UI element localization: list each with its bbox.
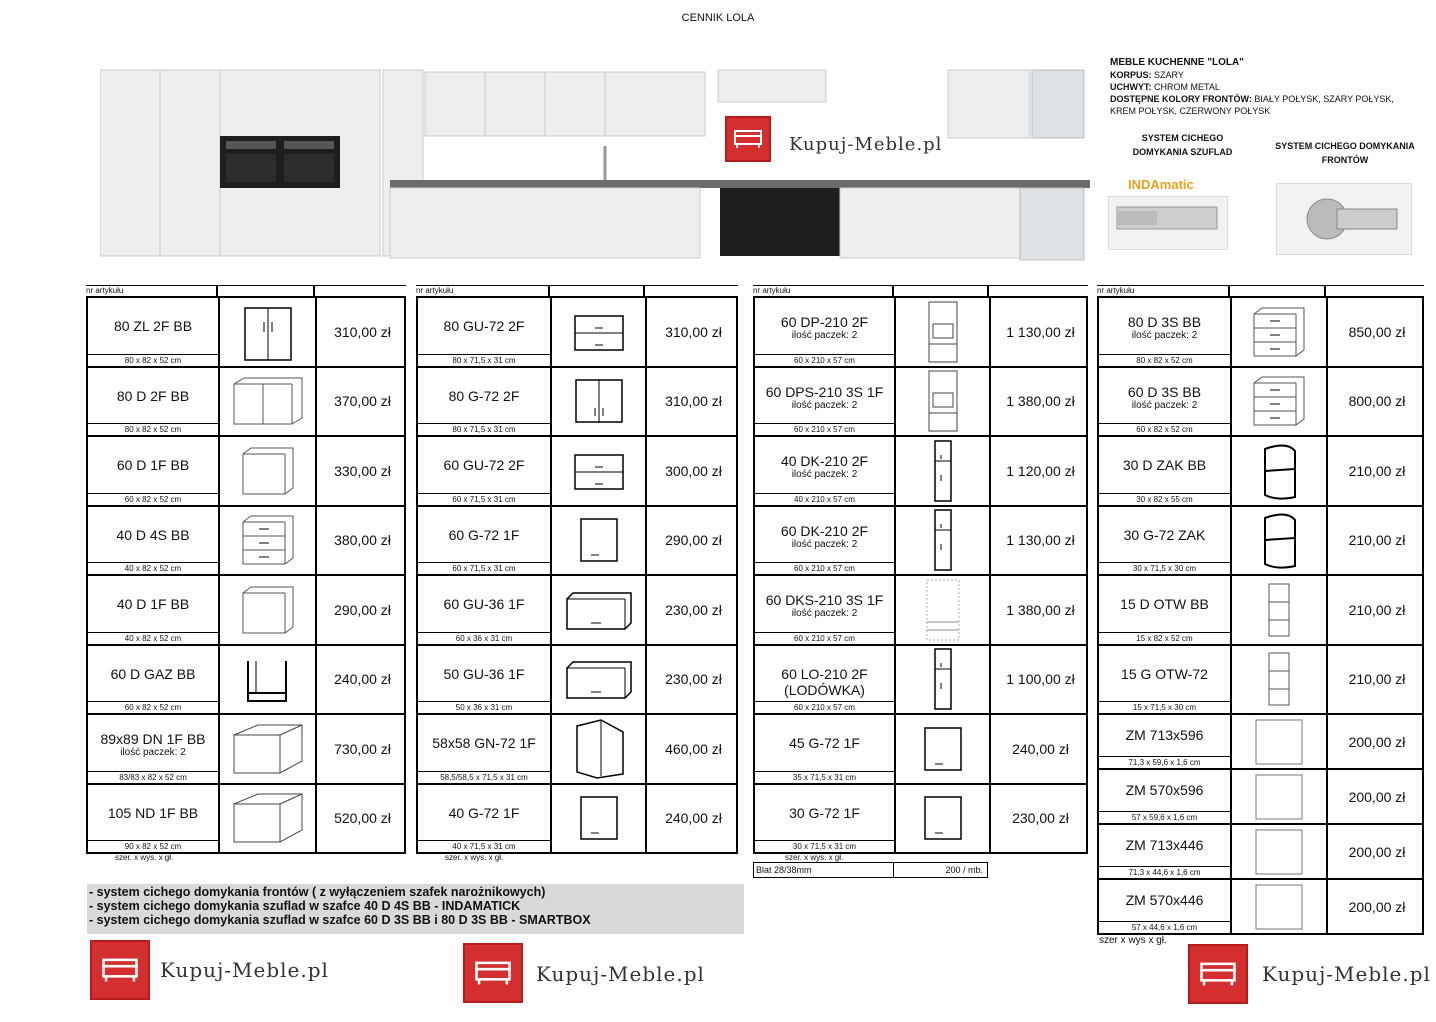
open-shelf-icon [1232, 576, 1328, 644]
table-row [1097, 574, 1424, 646]
article-name: 40 DK-210 2F [780, 453, 869, 469]
cabinet-2door-icon [220, 368, 317, 436]
article-cell [755, 298, 896, 366]
article-cell [418, 368, 552, 436]
article-name: ZM 570x446 [1125, 892, 1204, 908]
article-name: 60 GU-36 1F [443, 596, 525, 612]
kitchen-image [100, 68, 1090, 268]
size-note-4: szer x wys x gł. [1099, 935, 1167, 946]
pack-count: ilość paczek: 2 [791, 608, 858, 619]
article-name: 60 DKS-210 3S 1F [765, 592, 884, 608]
dimensions: 80 x 82 x 52 cm [88, 354, 218, 366]
article-cell [755, 507, 896, 575]
pack-count: ilość paczek: 2 [791, 538, 858, 550]
logo-icon [90, 940, 150, 1000]
tall-drawers-icon [896, 576, 991, 644]
price: 290,00 zł [334, 601, 391, 618]
price: 240,00 zł [665, 810, 722, 827]
table-row [416, 713, 738, 785]
article-cell [1099, 646, 1232, 714]
dimensions: 60 x 210 x 57 cm [755, 354, 894, 366]
price: 240,00 zł [334, 671, 391, 688]
price: 460,00 zł [665, 740, 722, 757]
article-name: 45 G-72 1F [789, 735, 860, 751]
pack-count: ilość paczek: 2 [120, 747, 186, 758]
article-cell [1099, 437, 1232, 505]
table-row [753, 296, 1088, 368]
korpus-label: KORPUS: [1110, 70, 1152, 80]
table-row [416, 366, 738, 438]
price: 290,00 zł [665, 532, 722, 549]
tall-oven-icon [896, 298, 991, 366]
wall-low-icon [552, 576, 647, 644]
price: 370,00 zł [334, 393, 391, 410]
dimensions: 71,3 x 59,6 x 1,6 cm [1099, 756, 1230, 768]
article-name: 40 D 1F BB [116, 596, 190, 612]
wall-flap-icon [552, 298, 647, 366]
table-row [86, 713, 406, 785]
table-row [86, 574, 406, 646]
article-name: 15 D OTW BB [1120, 596, 1209, 612]
article-cell [755, 646, 896, 714]
dimensions: 80 x 82 x 52 cm [1099, 354, 1230, 366]
table-row [86, 435, 406, 507]
table-row [753, 574, 1088, 646]
wall-flap-icon [552, 437, 647, 505]
article-cell [88, 298, 220, 366]
article-name: 80 G-72 2F [448, 387, 520, 404]
dimensions: 80 x 82 x 52 cm [88, 423, 218, 435]
table-row [86, 505, 406, 577]
price: 210,00 zł [1348, 532, 1406, 549]
brand-logo-text: Kupuj-Meble.pl [789, 134, 943, 155]
table-row [1097, 644, 1424, 716]
article-cell [418, 785, 552, 853]
note-1: - system cichego domykania frontów ( z wyłączeniem szafek narożnikowych) [89, 885, 546, 899]
article-name: 89x89 DN 1F BB [100, 731, 206, 747]
dimensions: 80 x 71,5 x 31 cm [418, 423, 550, 435]
wall-corner-icon [552, 715, 647, 783]
table-row [1097, 296, 1424, 368]
dimensions: 60 x 210 x 57 cm [755, 423, 894, 435]
front-panel-icon [1232, 880, 1328, 933]
price: 210,00 zł [1348, 462, 1406, 479]
table-row [753, 505, 1088, 577]
article-name: 40 G-72 1F [448, 804, 520, 821]
oven-frame-icon [220, 646, 317, 714]
article-cell [418, 507, 552, 575]
front-panel-icon [1232, 825, 1328, 878]
article-name: 80 GU-72 2F [443, 318, 525, 334]
cabinet-1door-icon [220, 437, 317, 505]
price: 1 380,00 zł [1006, 393, 1075, 410]
price: 330,00 zł [334, 462, 391, 479]
price: 850,00 zł [1348, 323, 1406, 340]
price: 200,00 zł [1348, 843, 1406, 860]
article-name: ZM 713x446 [1125, 837, 1204, 853]
table-row [1097, 505, 1424, 577]
article-cell [418, 576, 552, 644]
dimensions: 30 x 82 x 55 cm [1099, 493, 1230, 505]
pack-count: ilość paczek: 2 [1131, 330, 1198, 341]
price: 520,00 zł [334, 810, 391, 827]
article-name: 40 D 4S BB [116, 526, 190, 543]
price: 730,00 zł [334, 740, 391, 757]
dimensions: 90 x 82 x 52 cm [88, 840, 218, 852]
dimensions: 40 x 82 x 52 cm [88, 562, 218, 574]
article-cell [1099, 368, 1232, 436]
tall-cabinet-icon [896, 646, 991, 714]
wall-2door-icon [552, 368, 647, 436]
article-name: 60 D GAZ BB [110, 665, 196, 682]
article-name: 60 D 1F BB [116, 457, 190, 473]
article-cell [88, 576, 220, 644]
dimensions: 50 x 36 x 31 cm [418, 701, 550, 713]
article-name: 58x58 GN-72 1F [432, 735, 536, 751]
article-name: ZM 570x596 [1125, 782, 1204, 798]
table-row [1097, 823, 1424, 880]
dimensions: 60 x 210 x 57 cm [755, 562, 894, 574]
price: 380,00 zł [334, 532, 391, 549]
article-cell [1099, 770, 1232, 823]
logo-icon [725, 116, 771, 162]
cabinet-2door-tall-icon [220, 298, 317, 366]
dimensions: 40 x 210 x 57 cm [755, 493, 894, 505]
column-header: nr artykułu [86, 285, 406, 297]
dimensions: 83/83 x 82 x 52 cm [88, 771, 218, 783]
size-note-3: szer. x wys. x gł. [785, 853, 844, 862]
article-name: 60 DK-210 2F [780, 522, 869, 539]
blat-price: 200 / mb. [945, 865, 983, 875]
dimensions: 15 x 82 x 52 cm [1099, 632, 1230, 644]
price: 210,00 zł [1348, 671, 1406, 688]
table-row [753, 713, 1088, 785]
table-row [753, 644, 1088, 716]
cabinet-drawers-icon [1232, 368, 1328, 436]
article-cell [418, 437, 552, 505]
column-header: nr artykułu [416, 285, 738, 297]
article-cell [418, 646, 552, 714]
table-row [753, 783, 1088, 855]
article-cell [755, 368, 896, 436]
dimensions: 60 x 71,5 x 31 cm [418, 493, 550, 505]
dimensions: 40 x 71,5 x 31 cm [418, 840, 550, 852]
dimensions: 60 x 82 x 52 cm [88, 701, 218, 713]
article-cell [1099, 715, 1232, 768]
open-shelf-icon [1232, 646, 1328, 714]
dimensions: 60 x 210 x 57 cm [755, 701, 894, 713]
price: 200,00 zł [1348, 898, 1406, 915]
product-info [1110, 57, 1430, 117]
price: 800,00 zł [1348, 393, 1406, 410]
article-name: 60 GU-72 2F [443, 457, 525, 473]
brand-logo-text: Kupuj-Meble.pl [160, 958, 329, 982]
price: 1 130,00 zł [1006, 532, 1075, 549]
sys-szuflad-label: SYSTEM CICHEGO DOMYKANIA SZUFLAD [1132, 133, 1233, 157]
kolory-value: BIAŁY POŁYSK, SZARY POŁYSK, KREM POŁYSK, CZERWONY POŁYSK [1110, 94, 1394, 116]
price: 1 380,00 zł [1006, 601, 1075, 618]
wall-1door-icon [896, 785, 991, 853]
kolory-label: DOSTĘPNE KOLORY FRONTÓW: [1110, 94, 1252, 104]
table-row [1097, 366, 1424, 438]
dimensions: 60 x 82 x 52 cm [88, 493, 218, 505]
cabinet-1door-icon [220, 576, 317, 644]
pack-count: ilość paczek: 2 [791, 399, 858, 411]
price: 1 120,00 zł [1006, 462, 1075, 479]
article-name: 30 D ZAK BB [1122, 457, 1207, 473]
article-cell [418, 298, 552, 366]
table-row [1097, 878, 1424, 935]
article-name: 60 LO-210 2F (LODÓWKA) [781, 665, 868, 698]
table-row [86, 644, 406, 716]
article-name: 60 DPS-210 3S 1F [765, 383, 884, 400]
article-name: 80 D 2F BB [116, 387, 190, 404]
price: 240,00 zł [1012, 740, 1069, 757]
table-row [416, 644, 738, 716]
dimensions: 15 x 71,5 x 30 cm [1099, 701, 1230, 713]
table-row [753, 366, 1088, 438]
price: 230,00 zł [665, 601, 722, 618]
size-note-2: szer. x wys. x gł. [445, 853, 504, 862]
pack-count: ilość paczek: 2 [791, 330, 858, 341]
article-cell [755, 715, 896, 783]
wall-1door-icon [896, 715, 991, 783]
wall-low-icon [552, 646, 647, 714]
price: 200,00 zł [1348, 788, 1406, 805]
dimensions: 60 x 71,5 x 31 cm [418, 562, 550, 574]
dimensions: 58,5/58,5 x 71,5 x 31 cm [418, 771, 550, 783]
price: 210,00 zł [1348, 601, 1406, 618]
article-cell [418, 715, 552, 783]
brand-logo-text: Kupuj-Meble.pl [536, 962, 705, 986]
column-header: nr artykułu [1097, 285, 1424, 297]
price: 230,00 zł [665, 671, 722, 688]
page-title: CENNIK LOLA [681, 12, 755, 24]
article-name: 15 G OTW-72 [1121, 665, 1208, 682]
article-cell [88, 646, 220, 714]
dimensions: 40 x 82 x 52 cm [88, 632, 218, 644]
brand-logo-text: Kupuj-Meble.pl [1262, 962, 1431, 986]
dimensions: 60 x 210 x 57 cm [755, 632, 894, 644]
dimensions: 60 x 82 x 52 cm [1099, 423, 1230, 435]
table-row [416, 505, 738, 577]
dimensions: 30 x 71,5 x 30 cm [1099, 562, 1230, 574]
dimensions: 30 x 71,5 x 31 cm [755, 840, 894, 852]
table-row [1097, 435, 1424, 507]
blat-label: Blat 28/38mm [756, 865, 812, 875]
price: 200,00 zł [1348, 733, 1406, 750]
table-row [416, 296, 738, 368]
article-name: 80 ZL 2F BB [113, 318, 193, 334]
article-cell [88, 437, 220, 505]
logo-icon [463, 943, 523, 1003]
article-name: 60 G-72 1F [448, 526, 520, 543]
tall-cabinet-icon [896, 507, 991, 575]
article-cell [1099, 825, 1232, 878]
kitchen-illustration [100, 68, 1090, 268]
article-name: ZM 713x596 [1125, 727, 1204, 743]
dimensions: 35 x 71,5 x 31 cm [755, 771, 894, 783]
article-cell [1099, 576, 1232, 644]
table-row [753, 435, 1088, 507]
article-cell [755, 437, 896, 505]
wall-1door-icon [552, 785, 647, 853]
dimensions: 80 x 71,5 x 31 cm [418, 354, 550, 366]
table-row [416, 435, 738, 507]
size-note-1: szer. x wys. x gł. [115, 853, 174, 862]
article-name: 30 G-72 ZAK [1123, 526, 1206, 543]
dimensions: 71,3 x 44,6 x 1,6 cm [1099, 866, 1230, 878]
uchwyt-label: UCHWYT: [1110, 82, 1152, 92]
front-panel-icon [1232, 770, 1328, 823]
end-shelf-icon [1232, 507, 1328, 575]
article-cell [88, 507, 220, 575]
article-name: 80 D 3S BB [1127, 314, 1202, 330]
article-cell [755, 576, 896, 644]
article-cell [88, 715, 220, 783]
article-name: 60 DP-210 2F [780, 314, 869, 330]
blat-row [753, 862, 988, 878]
price: 1 130,00 zł [1006, 323, 1075, 340]
dimensions: 57 x 59,6 x 1,6 cm [1099, 811, 1230, 823]
table-row [1097, 768, 1424, 825]
indamatic-logo: INDAmatic [1128, 177, 1194, 192]
table-row [416, 783, 738, 855]
pack-count: ilość paczek: 2 [1131, 399, 1198, 411]
corner-cabinet-icon [220, 715, 317, 783]
dimensions: 60 x 36 x 31 cm [418, 632, 550, 644]
sys-frontow-label: SYSTEM CICHEGO DOMYKANIA FRONTÓW [1275, 141, 1415, 165]
info-heading: MEBLE KUCHENNE "LOLA" [1110, 57, 1244, 68]
table-row [1097, 713, 1424, 770]
price: 310,00 zł [665, 393, 722, 410]
article-cell [755, 785, 896, 853]
notes-box [87, 884, 744, 934]
price: 230,00 zł [1012, 810, 1069, 827]
price: 310,00 zł [334, 323, 391, 340]
price: 1 100,00 zł [1006, 671, 1075, 688]
front-panel-icon [1232, 715, 1328, 768]
cabinet-drawers-icon [1232, 298, 1328, 366]
corner-cabinet-icon [220, 785, 317, 853]
tall-oven-icon [896, 368, 991, 436]
korpus-value: SZARY [1154, 70, 1184, 80]
note-3: - system cichego domykania szuflad w szafce 60 D 3S BB i 80 D 3S BB - SMARTBOX [89, 913, 591, 927]
wall-1door-icon [552, 507, 647, 575]
article-cell [88, 785, 220, 853]
table-row [86, 296, 406, 368]
table-row [86, 366, 406, 438]
article-name: 105 ND 1F BB [107, 804, 199, 821]
article-cell [1099, 507, 1232, 575]
uchwyt-value: CHROM METAL [1154, 82, 1220, 92]
article-cell [1099, 298, 1232, 366]
price: 300,00 zł [665, 462, 722, 479]
tall-cabinet-icon [896, 437, 991, 505]
logo-icon [1188, 944, 1248, 1004]
hinge-image [1276, 183, 1412, 255]
article-cell [88, 368, 220, 436]
note-2: - system cichego domykania szuflad w szafce 40 D 4S BB - INDAMATICK [89, 899, 521, 913]
price: 310,00 zł [665, 323, 722, 340]
drawer-slide-image [1108, 196, 1228, 250]
dimensions: 57 x 44,6 x 1,6 cm [1099, 921, 1230, 933]
article-name: 50 GU-36 1F [443, 665, 525, 682]
column-header: nr artykułu [753, 285, 1088, 297]
article-cell [1099, 880, 1232, 933]
table-row [416, 574, 738, 646]
article-name: 60 D 3S BB [1127, 383, 1202, 400]
cabinet-drawers-icon [220, 507, 317, 575]
article-name: 30 G-72 1F [789, 804, 860, 821]
end-shelf-icon [1232, 437, 1328, 505]
table-row [86, 783, 406, 855]
pack-count: ilość paczek: 2 [791, 469, 858, 480]
